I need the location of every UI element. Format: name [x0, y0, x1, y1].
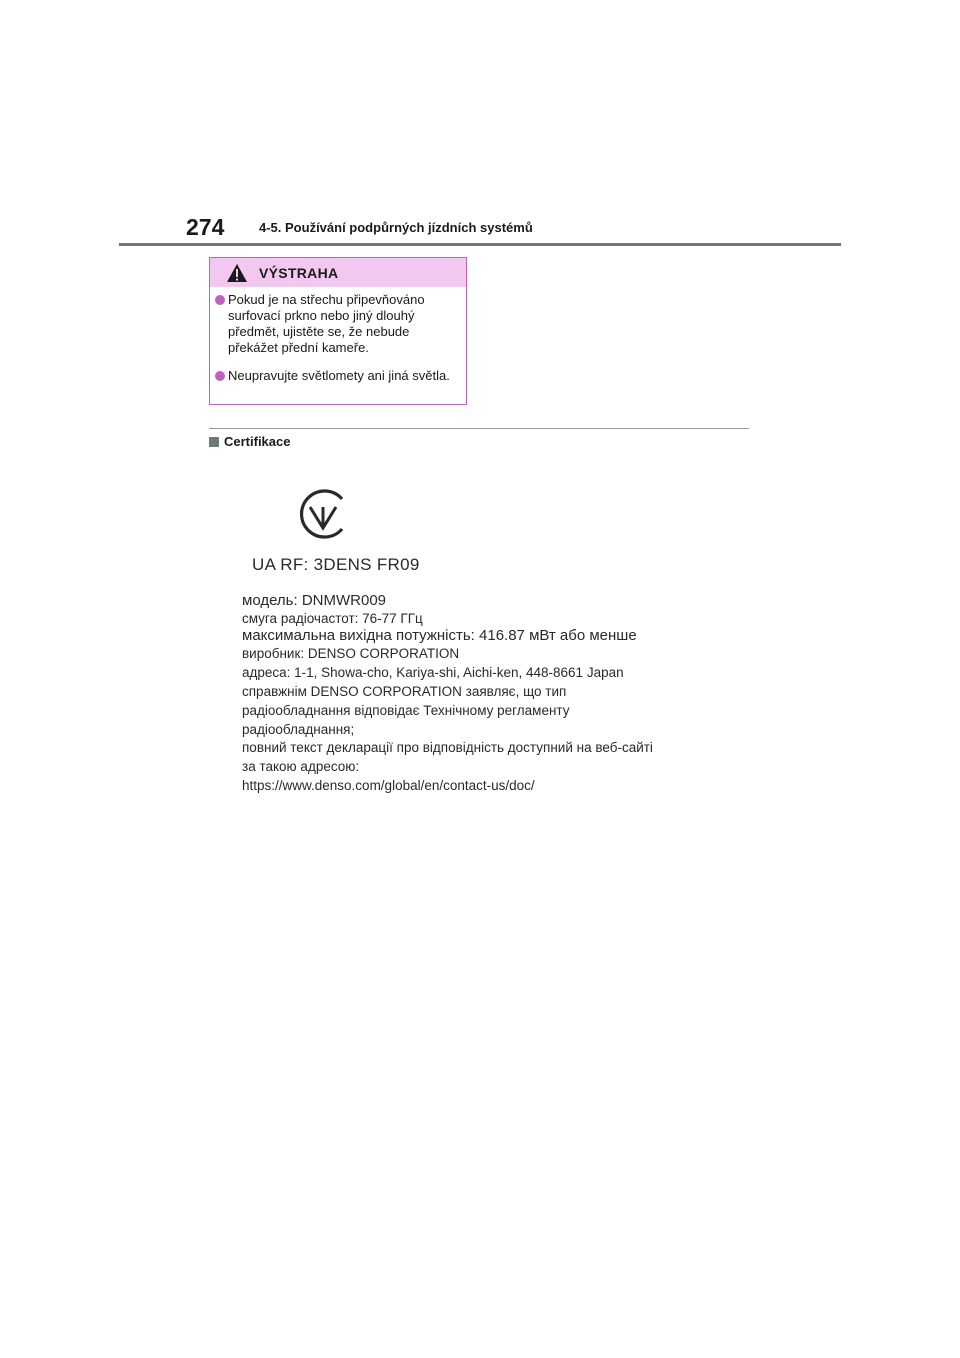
warning-triangle-icon: [226, 263, 248, 283]
header-rule: [119, 243, 841, 246]
cert-line-url: https://www.denso.com/global/en/contact-us/doc/: [242, 778, 535, 793]
warning-item: [228, 292, 456, 356]
cert-line-declaration-3: радіообладнання;: [242, 722, 355, 737]
section-title: 4-5. Používání podpůrných jízdních systémů: [259, 220, 533, 235]
square-bullet-icon: [209, 437, 219, 447]
cert-line-frequency: смуга радіочастот: 76-77 ГГц: [242, 611, 423, 626]
cert-line-address: адреса: 1-1, Showa-cho, Kariya-shi, Aichi-ken, 448-8661 Japan: [242, 665, 624, 680]
cert-line-power: максимальна вихідна потужність: 416.87 мВт або менше: [242, 627, 637, 644]
warning-box: [209, 257, 467, 405]
warning-title: VÝSTRAHA: [259, 265, 339, 281]
cert-line-manufacturer: виробник: DENSO CORPORATION: [242, 646, 460, 661]
warning-item-text: Neupravujte světlomety ani jiná světla.: [228, 368, 450, 383]
certification-label-image: [225, 470, 745, 810]
page-number: 274: [186, 214, 225, 240]
cert-line-declaration-4: повний текст декларації про відповідність доступний на веб-сайті: [242, 740, 653, 755]
warning-header: [210, 258, 466, 287]
divider: [209, 428, 749, 429]
cert-line-model: модель: DNMWR009: [242, 592, 387, 609]
cert-line-declaration-1: справжнім DENSO CORPORATION заявляє, що тип: [242, 684, 567, 699]
ua-conformity-mark-icon: [296, 487, 350, 541]
bullet-icon: [215, 295, 225, 305]
certification-heading: [209, 434, 290, 449]
cert-line-declaration-5: за такою адресою:: [242, 759, 360, 774]
warning-item: [228, 368, 456, 384]
ua-rf-code: UA RF: 3DENS FR09: [252, 555, 420, 574]
cert-line-declaration-2: радіообладнання відповідає Технічному регламенту: [242, 703, 570, 718]
warning-item-text: Pokud je na střechu připevňováno surfovací prkno nebo jiný dlouhý předmět, ujistěte se, že nebude překážet přední kameře.: [228, 292, 425, 355]
certification-heading-text: Certifikace: [224, 434, 291, 449]
bullet-icon: [215, 371, 225, 381]
